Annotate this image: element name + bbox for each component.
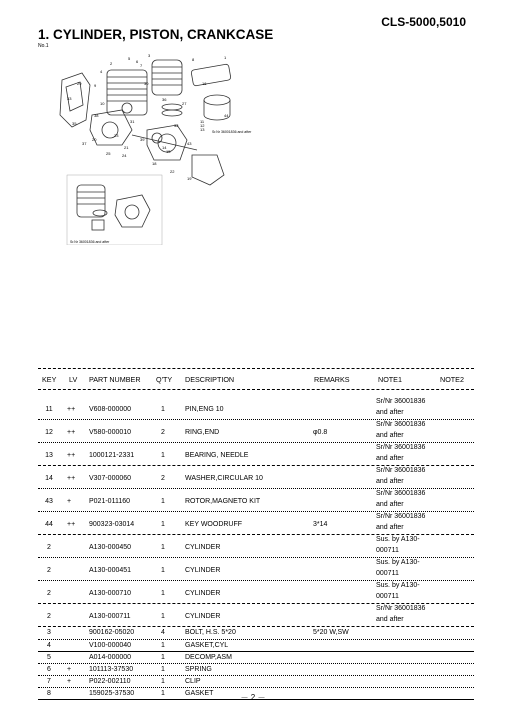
callout-23: 23: [114, 133, 119, 138]
row-qty: 1: [161, 613, 165, 620]
row-note1: Sr/Nr 36001836: [376, 605, 426, 612]
row-note1-cont: 000711: [376, 570, 399, 577]
callout-36: 36: [162, 97, 167, 102]
callout-37: 37: [82, 141, 87, 146]
table-row: [38, 397, 474, 420]
row-key: 2: [47, 590, 51, 597]
row-description: KEY WOODRUFF: [185, 521, 243, 528]
diagram-note-inset: Sr.Nr 36001836 and after: [70, 240, 110, 244]
col-lv: LV: [69, 375, 78, 384]
row-description: WASHER,CIRCULAR 10: [185, 475, 263, 482]
callout-18: 18: [152, 161, 157, 166]
callout-30: 30: [144, 81, 149, 86]
row-lv: ++: [67, 429, 76, 436]
row-lv: +: [67, 666, 72, 673]
row-part-number: 900162-05020: [89, 629, 135, 636]
row-part-number: A130-000710: [89, 590, 132, 597]
row-part-number: 101113-37530: [89, 666, 134, 673]
row-key: 2: [47, 544, 51, 551]
row-remarks: 3*14: [313, 521, 328, 528]
row-part-number: V307-000060: [89, 475, 132, 482]
row-qty: 1: [161, 654, 165, 661]
row-key: 2: [47, 567, 51, 574]
row-part-number: A130-000711: [89, 613, 131, 620]
table-row: [38, 443, 474, 466]
row-qty: 1: [161, 498, 165, 505]
row-key: 5: [47, 654, 51, 661]
figure-number: No.1: [38, 43, 49, 49]
col-remarks: REMARKS: [314, 375, 350, 384]
row-lv: ++: [67, 452, 76, 459]
callout-7: 7: [140, 63, 143, 68]
row-note1-cont: 000711: [376, 593, 399, 600]
muffler: [191, 64, 231, 86]
row-part-number: V608-000000: [89, 406, 132, 413]
callout-44: 44: [224, 113, 229, 118]
callout-29: 29: [77, 81, 82, 86]
callout-2: 2: [110, 61, 113, 66]
callout-31: 31: [130, 119, 135, 124]
row-part-number: A014-000000: [89, 654, 132, 661]
row-note1: Sus. by A130-: [376, 559, 420, 566]
row-part-number: V580-000010: [89, 429, 132, 436]
row-note1-cont: and after: [376, 455, 404, 462]
callout-6: 6: [136, 59, 139, 64]
table-row: [38, 420, 474, 443]
table-row: [38, 466, 474, 489]
row-qty: 1: [161, 666, 165, 673]
row-lv: ++: [67, 406, 76, 413]
row-qty: 1: [161, 567, 165, 574]
row-part-number: 159025-37530: [89, 690, 135, 697]
row-description: DECOMP,ASM: [185, 654, 232, 661]
row-key: 8: [47, 690, 51, 697]
callout-9: 9: [94, 83, 97, 88]
col-note2: NOTE2: [440, 375, 464, 384]
row-description: CYLINDER: [185, 567, 221, 574]
row-note1-cont: and after: [376, 432, 404, 439]
row-key: 13: [45, 452, 53, 459]
row-description: PIN,ENG 10: [185, 406, 224, 413]
row-part-number: 1000121-2331: [89, 452, 135, 459]
table-row: [38, 652, 474, 664]
callout-43: 43: [187, 141, 192, 146]
callout-24: 24: [122, 153, 127, 158]
table-row: [38, 676, 474, 688]
table-row: [38, 627, 474, 640]
callout-11: 11: [200, 119, 205, 124]
table-row: [38, 604, 474, 627]
callout-14: 14: [162, 145, 167, 150]
row-note1: Sr/Nr 36001836: [376, 490, 426, 497]
row-note1-cont: 000711: [376, 547, 399, 554]
row-note1-cont: and after: [376, 409, 404, 416]
callout-38: 38: [94, 113, 99, 118]
col-part: PART NUMBER: [89, 375, 141, 384]
col-key: KEY: [42, 375, 57, 384]
table-rule-top: [38, 368, 474, 369]
piston-ring: [162, 104, 182, 110]
row-description: CYLINDER: [185, 590, 221, 597]
row-key: 6: [47, 666, 51, 673]
row-note1: Sr/Nr 36001836: [376, 421, 426, 428]
row-description: CYLINDER: [185, 613, 221, 620]
table-row: [38, 512, 474, 535]
callout-21: 21: [124, 145, 129, 150]
callout-16: 16: [202, 81, 207, 86]
row-qty: 4: [161, 629, 165, 636]
page-title: 1. CYLINDER, PISTON, CRANKCASE: [38, 27, 274, 42]
row-part-number: V100-000040: [89, 642, 132, 649]
callout-39: 39: [140, 137, 145, 142]
callout-35: 35: [72, 121, 77, 126]
row-description: RING,END: [185, 429, 220, 436]
row-qty: 1: [161, 690, 165, 697]
callout-22: 22: [170, 169, 175, 174]
row-description: ROTOR,MAGNETO KIT: [185, 498, 261, 505]
table-rule-header: [38, 389, 474, 390]
row-qty: 1: [161, 678, 165, 685]
row-key: 43: [45, 498, 53, 505]
model-number: CLS-5000,5010: [381, 15, 466, 29]
row-description: BOLT, H.S. 5*20: [185, 629, 236, 636]
callout-27: 27: [182, 101, 187, 106]
col-note1: NOTE1: [378, 375, 402, 384]
row-note1: Sr/Nr 36001836: [376, 513, 426, 520]
callout-4: 4: [100, 69, 103, 74]
cylinder-block: [107, 70, 147, 115]
row-note1-cont: and after: [376, 616, 404, 623]
callout-19: 19: [187, 176, 192, 181]
row-note1: Sus. by A130-: [376, 536, 420, 543]
row-remarks: φ0.8: [313, 429, 328, 436]
row-qty: 2: [161, 429, 165, 436]
row-qty: 1: [161, 642, 165, 649]
row-part-number: P022-002110: [89, 678, 131, 685]
row-lv: ++: [67, 521, 76, 528]
row-key: 4: [47, 642, 51, 649]
table-row: [38, 558, 474, 581]
fan-shroud: [60, 73, 90, 127]
row-key: 2: [47, 613, 51, 620]
callout-8: 8: [192, 57, 195, 62]
page-number: － 2 －: [240, 693, 266, 702]
row-note1: Sr/Nr 36001836: [376, 398, 426, 405]
callout-20: 20: [92, 137, 97, 142]
table-row: [38, 581, 474, 604]
table-row: [38, 664, 474, 676]
callout-13: 13: [200, 127, 205, 132]
cylinder-top: [152, 60, 182, 95]
inset-diagram: [67, 175, 162, 245]
row-key: 3: [47, 629, 51, 636]
exploded-parts-diagram: [52, 45, 252, 245]
row-part-number: P021-011160: [89, 498, 130, 505]
callout-5: 5: [128, 56, 131, 61]
row-key: 12: [45, 429, 53, 436]
callout-15: 15: [166, 149, 171, 154]
diagram-note-main: Sr.Nr 36001836 and after: [212, 130, 252, 134]
callout-3: 3: [148, 53, 151, 58]
callout-1: 1: [224, 55, 227, 60]
row-qty: 1: [161, 452, 165, 459]
row-key: 14: [45, 475, 53, 482]
row-note1-cont: and after: [376, 478, 404, 485]
row-key: 11: [45, 406, 53, 413]
row-qty: 1: [161, 521, 165, 528]
table-row: [38, 535, 474, 558]
row-description: BEARING, NEEDLE: [185, 452, 249, 459]
col-qty: Q'TY: [156, 375, 173, 384]
table-row: [38, 489, 474, 512]
row-note1: Sr/Nr 36001836: [376, 467, 426, 474]
row-lv: ++: [67, 475, 76, 482]
row-part-number: A130-000450: [89, 544, 132, 551]
row-description: GASKET: [185, 690, 214, 697]
row-qty: 2: [161, 475, 165, 482]
row-key: 7: [47, 678, 51, 685]
row-qty: 1: [161, 544, 165, 551]
table-row: [38, 640, 474, 652]
col-desc: DESCRIPTION: [185, 375, 235, 384]
row-qty: 1: [161, 590, 165, 597]
row-description: CYLINDER: [185, 544, 221, 551]
row-lv: +: [67, 678, 72, 685]
callout-25: 25: [106, 151, 111, 156]
row-remarks: 5*20 W,SW: [313, 629, 349, 636]
row-qty: 1: [161, 406, 165, 413]
callout-12: 12: [200, 123, 205, 128]
row-note1: Sr/Nr 36001836: [376, 444, 426, 451]
parts-table: [38, 397, 474, 700]
row-note1: Sus. by A130-: [376, 582, 420, 589]
callout-10: 10: [100, 101, 105, 106]
row-description: CLIP: [185, 678, 201, 685]
row-note1-cont: and after: [376, 524, 404, 531]
callout-32: 32: [174, 123, 179, 128]
row-key: 44: [45, 521, 53, 528]
row-part-number: A130-000451: [89, 567, 132, 574]
row-note1-cont: and after: [376, 501, 404, 508]
row-lv: +: [67, 498, 72, 505]
row-description: SPRING: [185, 666, 212, 673]
callout-33: 33: [67, 96, 72, 101]
row-part-number: 900323-03014: [89, 521, 135, 528]
row-description: GASKET,CYL: [185, 642, 229, 649]
